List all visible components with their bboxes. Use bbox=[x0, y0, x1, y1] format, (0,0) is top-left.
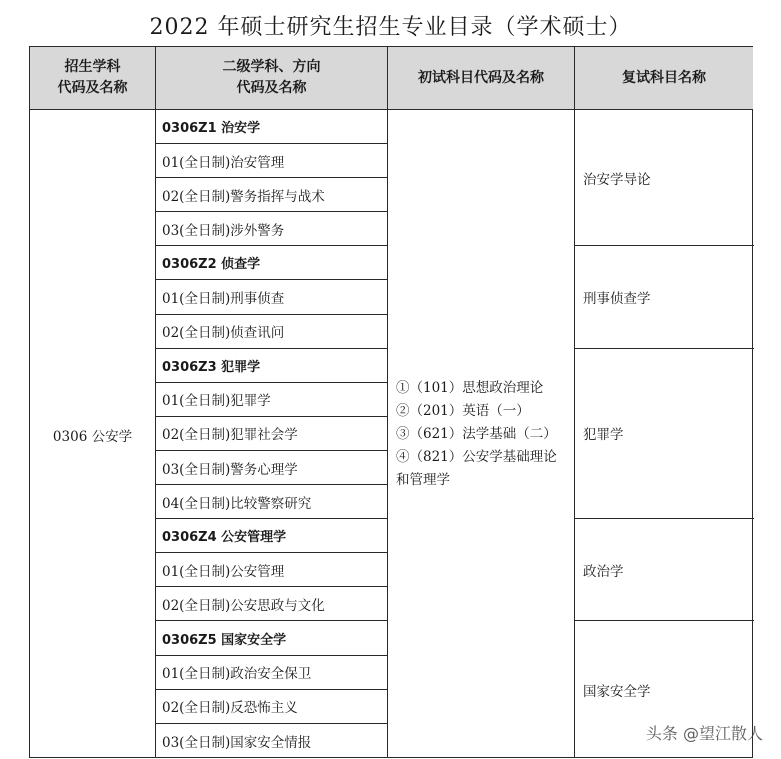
direction-row: 04(全日制)比较警察研究 bbox=[156, 485, 388, 519]
direction-row: 01(全日制)政治安全保卫 bbox=[156, 656, 388, 690]
direction-row: 03(全日制)涉外警务 bbox=[156, 212, 388, 246]
retest-subject-cell: 国家安全学 bbox=[583, 683, 651, 700]
discipline-direction-heading: 0306Z4 公安管理学 bbox=[156, 519, 388, 553]
exam-subject-item: ②（201）英语（一） bbox=[396, 403, 530, 419]
watermark: 头条 @望江散人 bbox=[645, 724, 763, 743]
direction-row: 02(全日制)公安思政与文化 bbox=[156, 587, 388, 621]
page-title: 2022 年硕士研究生招生专业目录（学术硕士） bbox=[149, 15, 632, 40]
catalog-table bbox=[29, 46, 753, 758]
retest-subject-cell: 刑事侦查学 bbox=[575, 246, 754, 348]
direction-row: 01(全日制)公安管理 bbox=[156, 553, 388, 587]
direction-row: 02(全日制)侦查讯问 bbox=[156, 315, 388, 349]
exam-subject-item: ①（101）思想政治理论 bbox=[396, 380, 544, 396]
discipline-name: 0306 公安学 bbox=[52, 428, 133, 445]
exam-subject-item: 和管理学 bbox=[396, 472, 450, 488]
header-exam: 初试科目代码及名称 bbox=[388, 47, 575, 110]
direction-row: 01(全日制)刑事侦查 bbox=[156, 281, 388, 315]
exam-subject-item: ④（821）公安学基础理论 bbox=[396, 449, 557, 465]
direction-row: 01(全日制)犯罪学 bbox=[156, 383, 388, 417]
exam-subjects bbox=[396, 377, 586, 492]
discipline-direction-heading: 0306Z2 侦查学 bbox=[156, 246, 388, 280]
discipline-direction-heading: 0306Z1 治安学 bbox=[156, 110, 388, 144]
discipline-direction-heading: 0306Z3 犯罪学 bbox=[156, 349, 388, 383]
direction-row: 02(全日制)警务指挥与战术 bbox=[156, 178, 388, 212]
retest-subject-cell: 治安学导论 bbox=[575, 110, 754, 246]
retest-subject-cell: 政治学 bbox=[575, 519, 754, 621]
header-direction: 二级学科、方向 代码及名称 bbox=[156, 47, 388, 110]
header-discipline: 招生学科 代码及名称 bbox=[30, 47, 156, 110]
header-retest: 复试科目名称 bbox=[575, 47, 753, 110]
direction-row: 02(全日制)反恐怖主义 bbox=[156, 690, 388, 724]
direction-row: 03(全日制)国家安全情报 bbox=[162, 734, 312, 751]
exam-subject-item: ③（621）法学基础（二） bbox=[396, 426, 557, 442]
direction-row: 03(全日制)警务心理学 bbox=[156, 451, 388, 485]
direction-row: 02(全日制)犯罪社会学 bbox=[156, 417, 388, 451]
discipline-cell bbox=[30, 110, 155, 759]
discipline-direction-heading: 0306Z5 国家安全学 bbox=[156, 622, 388, 656]
direction-row: 01(全日制)治安管理 bbox=[156, 144, 388, 178]
retest-subject-cell: 犯罪学 bbox=[575, 349, 754, 520]
